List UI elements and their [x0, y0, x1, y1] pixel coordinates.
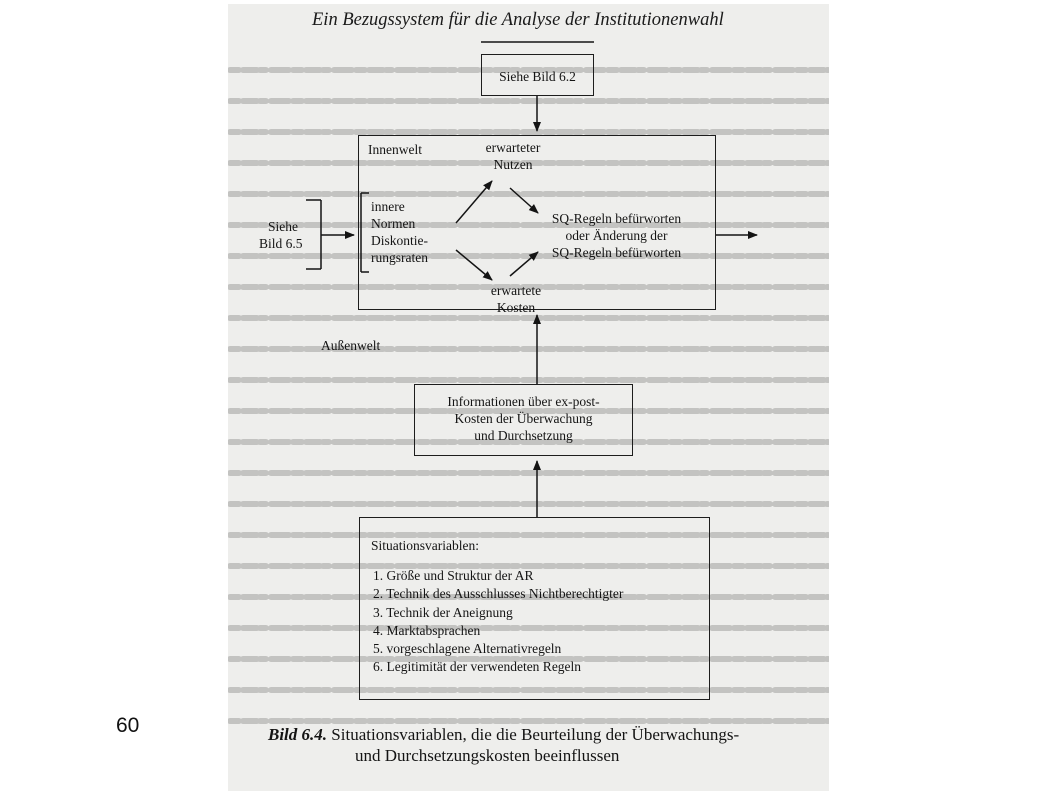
innere-normen-line-4: rungsraten [371, 250, 428, 265]
scanned-book-page [228, 4, 829, 791]
siehe-bild-6-5-line-1: Siehe [268, 219, 298, 234]
siehe-bild-6-5-line-2: Bild 6.5 [259, 236, 303, 251]
situationsvariable-item: 4. Marktabsprachen [373, 622, 481, 638]
sq-regeln-line-3: SQ-Regeln befürworten [551, 245, 682, 260]
erwarteter-nutzen-line-1: erwarteter [485, 140, 541, 155]
situationsvariablen-title: Situationsvariablen: [371, 538, 479, 553]
informationen-line-1: Informationen über ex-post- [447, 394, 600, 409]
caption-line-2: und Durchsetzungskosten beeinflussen [355, 746, 620, 765]
sq-regeln-line-2: oder Änderung der [565, 228, 668, 243]
sq-regeln-label [534, 210, 699, 261]
siehe-bild-6-2-label: Siehe Bild 6.2 [499, 69, 576, 84]
figure-caption [268, 724, 739, 766]
situationsvariablen-list [373, 567, 623, 677]
erwartete-kosten-line-2: Kosten [496, 300, 536, 315]
siehe-bild-6-5-label [259, 218, 303, 252]
innere-normen-line-1: innere [371, 199, 405, 214]
erwarteter-nutzen-label [473, 139, 553, 173]
situationsvariable-item: 1. Größe und Struktur der AR [373, 568, 534, 583]
sq-regeln-line-1: SQ-Regeln befürworten [551, 211, 682, 226]
erwarteter-nutzen-line-2: Nutzen [493, 157, 533, 172]
page-header: Ein Bezugssystem für die Analyse der Institutionenwahl [312, 10, 724, 30]
aussenwelt-label: Außenwelt [321, 338, 381, 353]
erwartete-kosten-label [476, 282, 556, 316]
innere-normen-line-3: Diskontie- [371, 233, 428, 248]
situationsvariable-item: 2. Technik des Ausschlusses Nichtberechtigter [373, 586, 624, 602]
caption-label: Bild 6.4. [268, 725, 328, 744]
innere-normen-line-2: Normen [371, 216, 416, 231]
situationsvariable-item: 5. vorgeschlagene Alternativregeln [373, 641, 562, 657]
informationen-line-3: und Durchsetzung [474, 428, 573, 443]
slide-page-number: 60 [116, 714, 140, 737]
caption-line-1: Situationsvariablen, die die Beurteilung der Überwachungs- [331, 725, 740, 744]
situationsvariable-item: 3. Technik der Aneignung [373, 604, 513, 620]
innenwelt-label: Innenwelt [368, 142, 422, 157]
erwartete-kosten-line-1: erwartete [490, 283, 542, 298]
informationen-label [414, 393, 633, 444]
innere-normen-label [371, 198, 428, 266]
situationsvariable-item: 6. Legitimität der verwendeten Regeln [373, 659, 582, 675]
informationen-line-2: Kosten der Überwachung [454, 411, 593, 426]
